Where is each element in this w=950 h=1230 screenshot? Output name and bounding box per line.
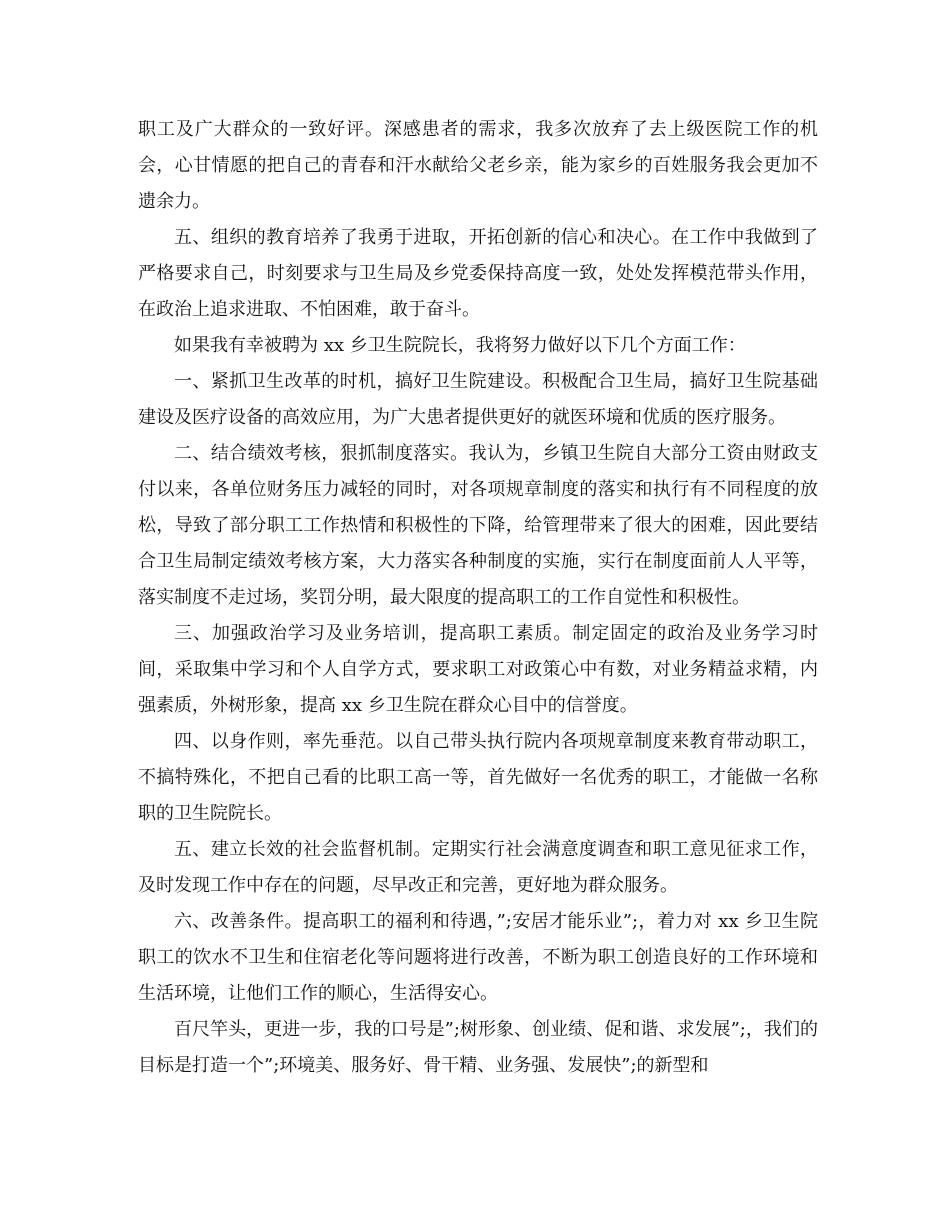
paragraph-plan-4: 四、以身作则，率先垂范。以自己带头执行院内各项规章制度来教育带动职工，不搞特殊化，不把自己看的比职工高一等，首先做好一名优秀的职工，才能做一名称职的卫生院院长。 [138, 731, 818, 824]
paragraph-plan-1: 一、紧抓卫生改革的时机，搞好卫生院建设。积极配合卫生局，搞好卫生院基础建设及医疗设备的高效应用，为广大患者提供更好的就医环境和优质的医疗服务。 [138, 371, 818, 428]
paragraph-plan-5: 五、建立长效的社会监督机制。定期实行社会满意度调查和职工意见征求工作，及时发现工作中存在的问题，尽早改正和完善，更好地为群众服务。 [138, 839, 818, 896]
paragraph-item-5-organization: 五、组织的教育培养了我勇于进取，开拓创新的信心和决心。在工作中我做到了严格要求自己，时刻要求与卫生局及乡党委保持高度一致，处处发挥模范带头作用，在政治上追求进取、不怕困难，敢于奋斗。 [138, 227, 818, 320]
paragraph-plan-6: 六、改善条件。提高职工的福利和待遇，”;安居才能乐业”;，着力对 xx 乡卫生院职工的饮水不卫生和住宿老化等问题将进行改善，不断为职工创造良好的工作环境和生活环境，让他们工作的顺心，生活得安心。 [138, 911, 818, 1004]
paragraph-plan-3: 三、加强政治学习及业务培训，提高职工素质。制定固定的政治及业务学习时间，采取集中学习和个人自学方式，要求职工对政策心中有数，对业务精益求精，内强素质，外树形象，提高 xx 乡卫生院在群众心目中的信誉度。 [138, 623, 818, 716]
paragraph-continuation: 职工及广大群众的一致好评。深感患者的需求，我多次放弃了去上级医院工作的机会，心甘情愿的把自己的青春和汗水献给父老乡亲，能为家乡的百姓服务我会更加不遗余力。 [138, 119, 818, 212]
paragraph-slogan: 百尺竿头，更进一步，我的口号是”;树形象、创业绩、促和谐、求发展”;，我们的目标是打造一个”;环境美、服务好、骨干精、业务强、发展快”;的新型和 [138, 1019, 818, 1076]
paragraph-intro-plan: 如果我有幸被聘为 xx 乡卫生院院长，我将努力做好以下几个方面工作： [174, 335, 746, 356]
paragraph-plan-2: 二、结合绩效考核，狠抓制度落实。我认为，乡镇卫生院自大部分工资由财政支付以来，各单位财务压力减轻的同时，对各项规章制度的落实和执行有不同程度的放松，导致了部分职工工作热情和积极性的下降，给管理带来了很大的困难，因此要结合卫生局制定绩效考核方案，大力落实各种制度的实施，实行在制度面前人人平等，落实制度不走过场，奖罚分明，最大限度的提高职工的工作自觉性和积极性。 [138, 443, 818, 608]
document-body [138, 112, 818, 1084]
